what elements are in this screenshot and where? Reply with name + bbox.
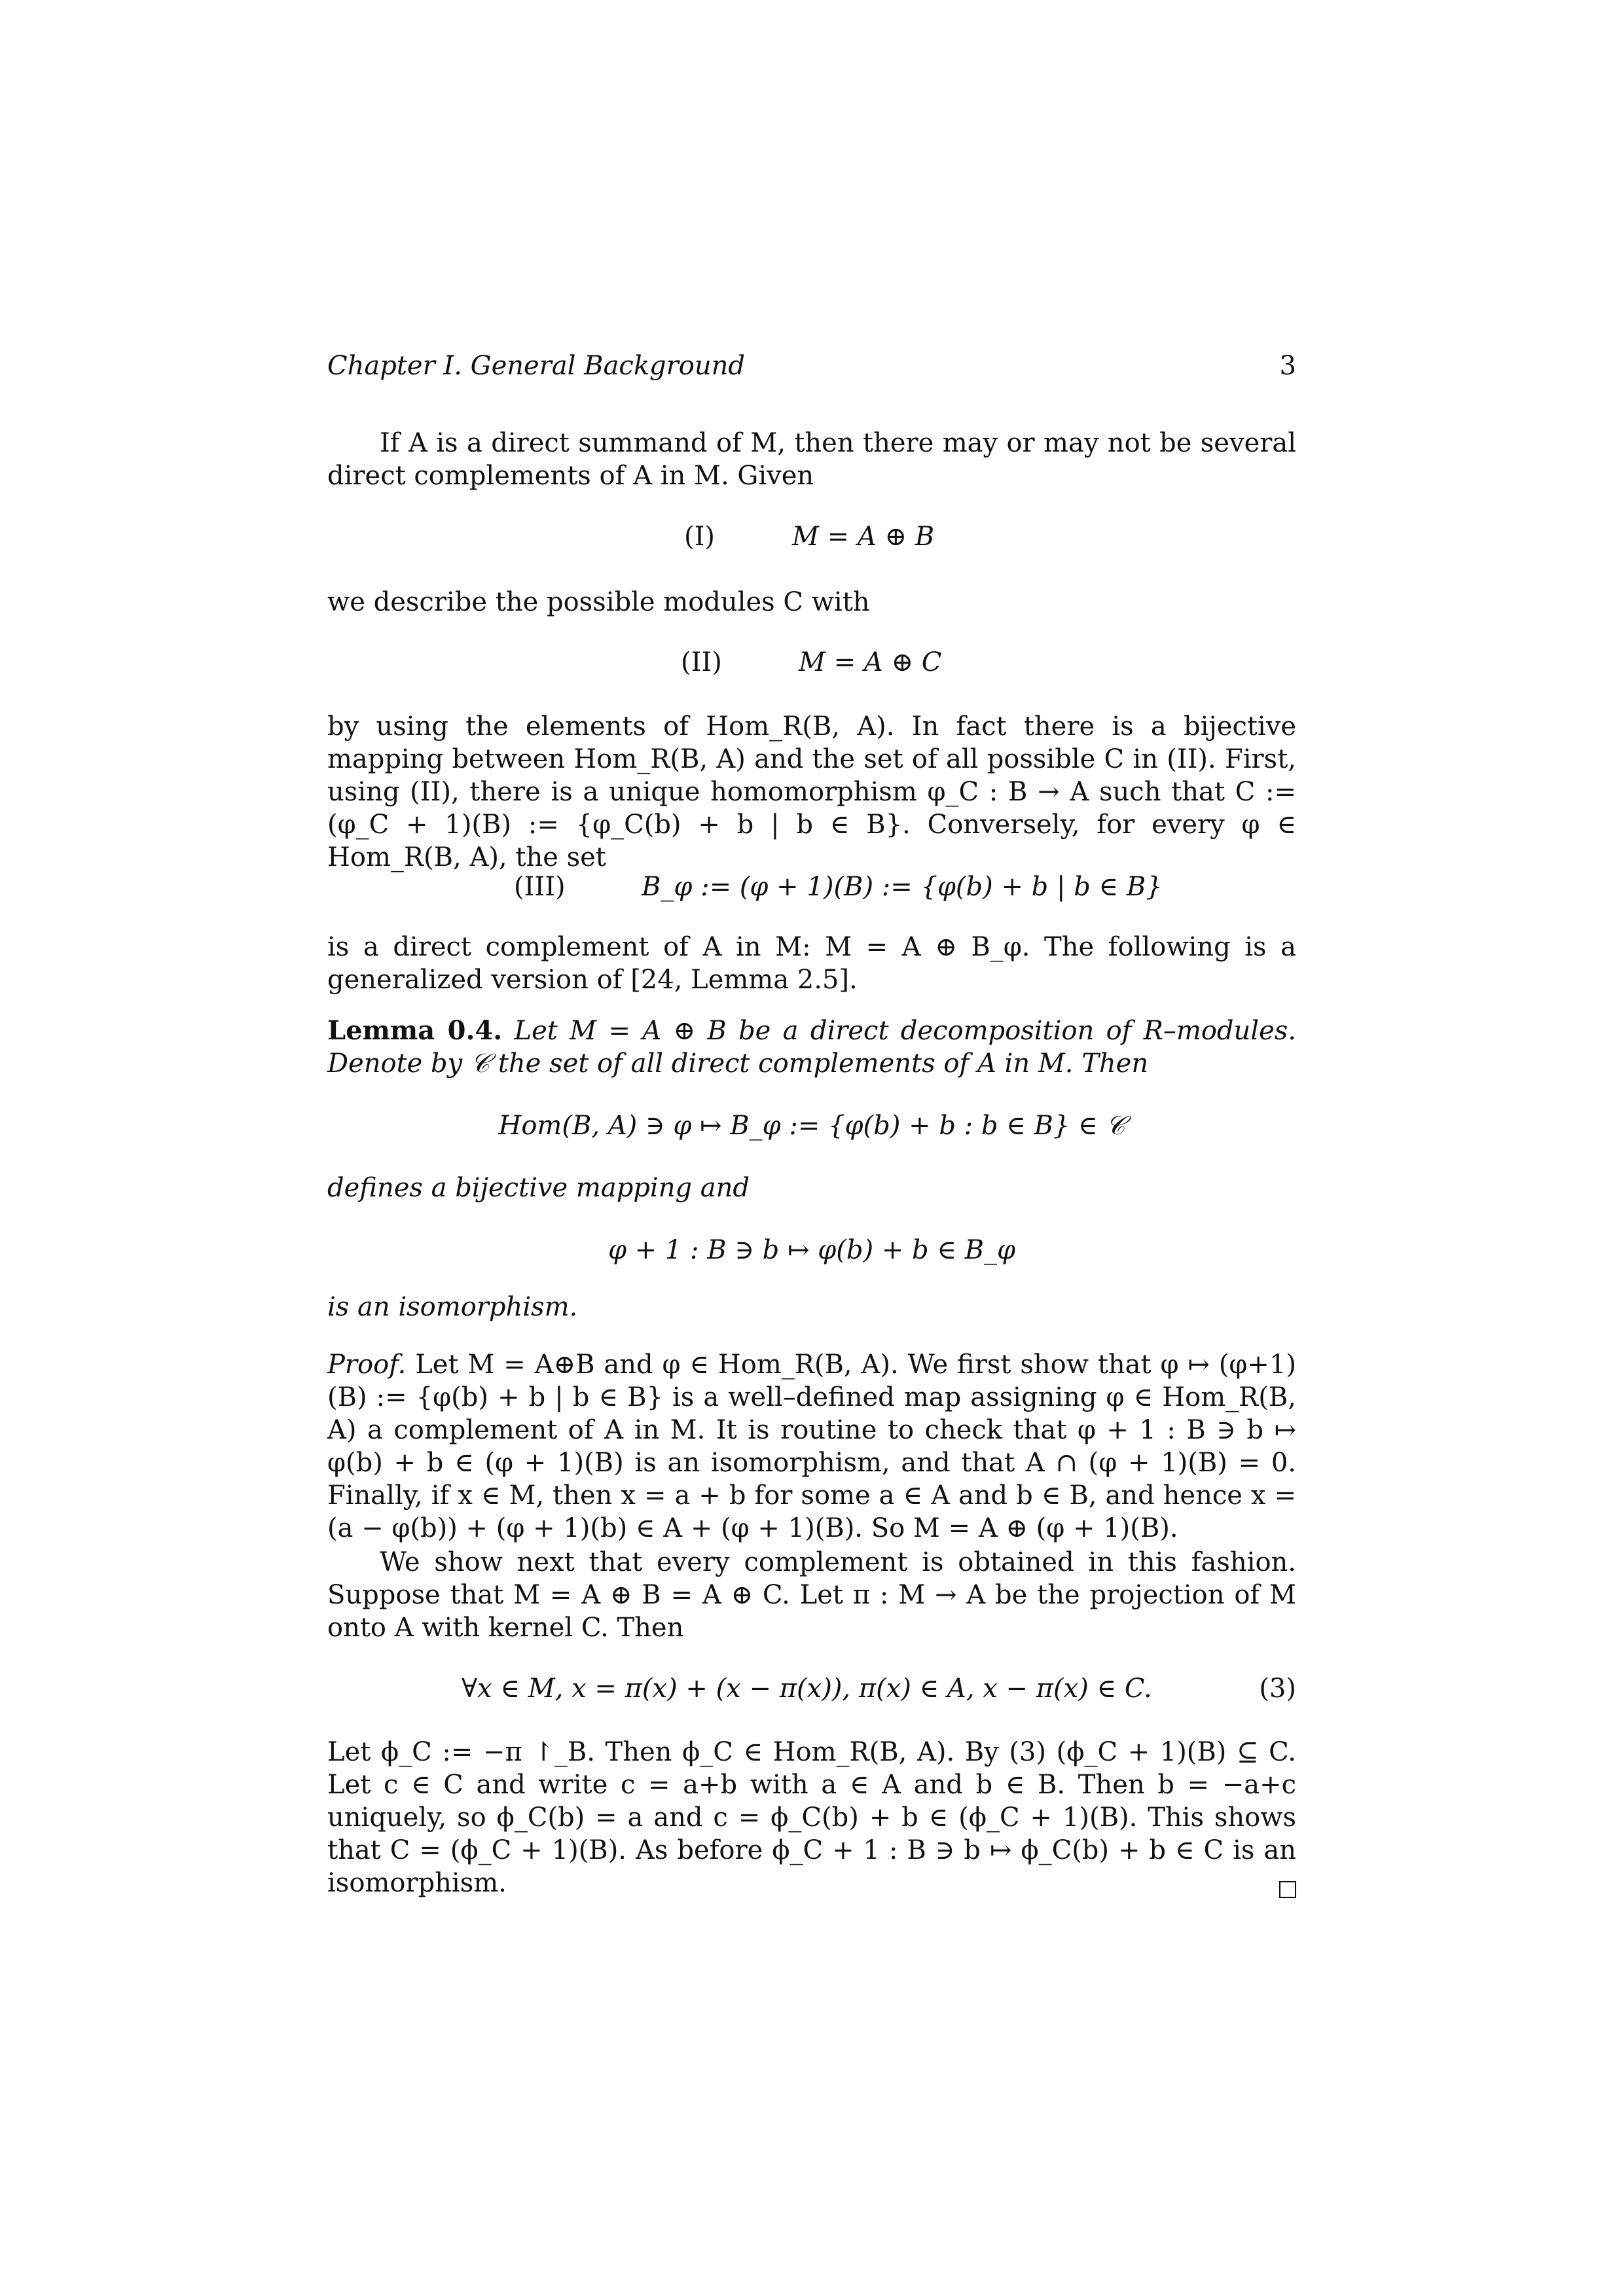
equation-tag: (I) (684, 522, 716, 552)
lemma-display-1: Hom(B, A) ∋ φ ↦ B_φ := {φ(b) + b : b ∈ B} ∈ 𝒞 (498, 1111, 1125, 1141)
equation-expression: M = A ⊕ C (799, 647, 942, 677)
proof-text-1: Let M = A⊕B and φ ∈ Hom_R(B, A). We first show that φ ↦ (φ+1)(B) := {φ(b) + b | b ∈ B} is a well–defined map assigning φ ∈ Hom_R(B, A) a complement of A in M. It is routine to check that φ + 1 : B ∋ b ↦ φ(b) + b ∈ (φ + 1)(B) is an isomorphism, and that A ∩ (φ + 1)(B) = 0. Finally, if x ∈ M, then x = a + b for some a ∈ A and b ∈ B, and hence x = (a − φ(b)) + (φ + 1)(b) ∈ A + (φ + 1)(B). So M = A ⊕ (φ + 1)(B). (327, 1350, 1296, 1543)
paragraph-hom: by using the elements of Hom_R(B, A). In fact there is a bijective mapping between Hom_R(B, A) and the set of all possible C in (II). First, using (II), there is a unique homomorphism φ_C : B → A such that C := (φ_C + 1)(B) := {φ_C(b) + b | b ∈ B}. Conversely, for every φ ∈ Hom_R(B, A), the set (327, 711, 1296, 872)
paragraph-complement: is a direct complement of A in M: M = A ⊕ B_φ. The following is a generalized version of [24, Lemma 2.5]. (327, 932, 1296, 995)
lemma-mid-text: defines a bijective mapping and (327, 1173, 750, 1203)
proof-paragraph-2: We show next that every complement is obtained in this fashion. Suppose that M = A ⊕ B = A ⊕ C. Let π : M → A be the projection of M onto A with kernel C. Then (327, 1547, 1296, 1643)
lemma-statement (327, 1014, 1296, 1080)
chapter-title: Chapter I. General Background (327, 351, 745, 381)
equation-III (327, 870, 1296, 907)
equation-tag: (II) (681, 647, 722, 677)
equation-expression: ∀x ∈ M, x = π(x) + (x − π(x)), π(x) ∈ A, x − π(x) ∈ C. (462, 1674, 1152, 1704)
proof-paragraph-3: Let ϕ_C := −π ↾_B. Then ϕ_C ∈ Hom_R(B, A). By (3) (ϕ_C + 1)(B) ⊆ C. Let c ∈ C and write c = a+b with a ∈ A and b ∈ B. Then b = −a+c uniquely, so ϕ_C(b) = a and c = ϕ_C(b) + b ∈ (ϕ_C + 1)(B). This shows that C = (ϕ_C + 1)(B). As before ϕ_C + 1 : B ∋ b ↦ ϕ_C(b) + b ∈ C is an isomorphism. (327, 1737, 1296, 1898)
lemma-end-text: is an isomorphism. (327, 1292, 578, 1322)
running-header (327, 350, 1296, 386)
lemma-display-2: φ + 1 : B ∋ b ↦ φ(b) + b ∈ B_φ (608, 1235, 1016, 1265)
equation-tag: (III) (514, 872, 566, 902)
qed-symbol (1279, 1881, 1296, 1898)
paragraph-describe: we describe the possible modules C with (327, 587, 870, 617)
paragraph-intro: If A is a direct summand of M, then there may or may not be several direct complements of A in M. Given (327, 428, 1296, 491)
proof-paragraph-3-wrap (327, 1736, 1296, 1899)
equation-expression: M = A ⊕ B (792, 522, 935, 552)
equation-II (327, 646, 1296, 683)
equation-tag: (3) (1259, 1674, 1296, 1704)
proof-label: Proof. (327, 1350, 407, 1380)
page-number: 3 (1279, 351, 1296, 381)
equation-expression: B_φ := (φ + 1)(B) := {φ(b) + b | b ∈ B} (642, 872, 1163, 902)
proof-paragraph-1 (327, 1348, 1296, 1545)
equation-3 (327, 1672, 1296, 1709)
equation-I (327, 520, 1296, 557)
lemma-label: Lemma 0.4. (327, 1015, 503, 1046)
lemma-text: Let M = A ⊕ B be a direct decomposition of R–modules. Denote by 𝒞 the set of all direct complements of A in M. Then (327, 1016, 1296, 1079)
